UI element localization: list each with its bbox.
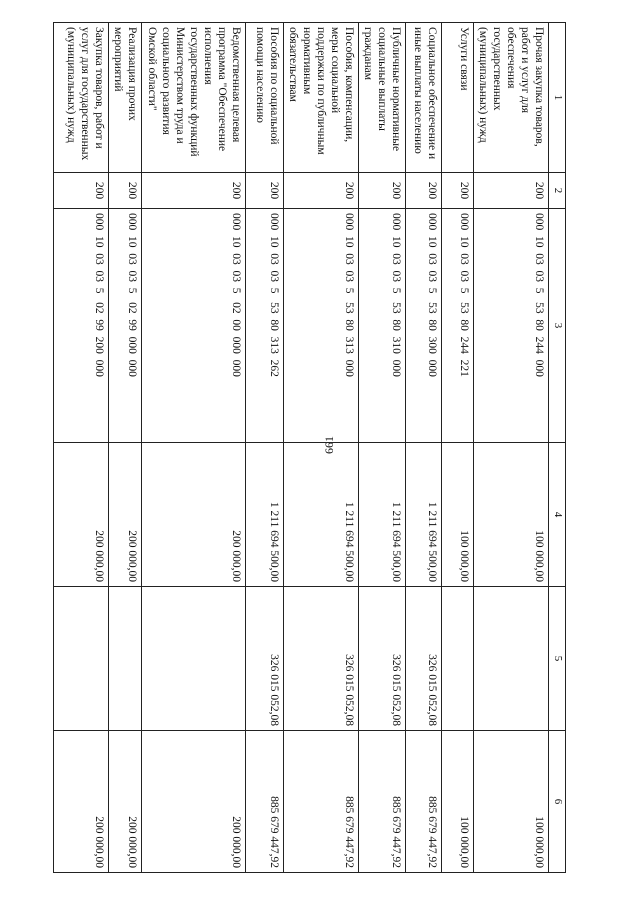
row-classification: 000 10 03 03 5 53 80 244 000 bbox=[473, 209, 548, 443]
row-value-col5: 326 015 052,08 bbox=[405, 587, 441, 731]
row-value-col6: 100 000,00 bbox=[441, 731, 473, 873]
row-code: 200 bbox=[108, 173, 141, 209]
row-code: 200 bbox=[141, 173, 245, 209]
row-name: Реализация прочих мероприятий bbox=[108, 23, 141, 173]
row-value-col6: 200 000,00 bbox=[141, 731, 245, 873]
row-code: 200 bbox=[441, 173, 473, 209]
row-value-col5: 326 015 052,08 bbox=[358, 587, 405, 731]
row-code: 200 bbox=[473, 173, 548, 209]
table-row bbox=[441, 23, 473, 873]
table-row bbox=[405, 23, 441, 873]
row-name: Прочая закупка товаров, работ и услуг для обеспечения государственных (муниципальных) нужд bbox=[473, 23, 548, 173]
row-value-col6: 100 000,00 bbox=[473, 731, 548, 873]
row-value-col4: 1 211 694 500,00 bbox=[405, 443, 441, 587]
column-header: 2 bbox=[549, 173, 566, 209]
table-row bbox=[283, 23, 358, 873]
row-value-col5 bbox=[141, 587, 245, 731]
row-classification: 000 10 03 03 5 02 99 200 000 bbox=[53, 209, 108, 443]
row-classification: 000 10 03 03 5 02 99 000 000 bbox=[108, 209, 141, 443]
row-value-col6: 200 000,00 bbox=[53, 731, 108, 873]
row-name: Пособия, компенсации, меры социальной поддержки по публичным нормативным обязательствам bbox=[283, 23, 358, 173]
row-classification: 000 10 03 03 5 53 80 300 000 bbox=[405, 209, 441, 443]
row-classification: 000 10 03 03 5 53 80 313 000 bbox=[283, 209, 358, 443]
row-value-col4: 100 000,00 bbox=[441, 443, 473, 587]
row-value-col4: 200 000,00 bbox=[108, 443, 141, 587]
row-value-col5 bbox=[473, 587, 548, 731]
row-code: 200 bbox=[405, 173, 441, 209]
column-header: 3 bbox=[549, 209, 566, 443]
budget-table bbox=[53, 22, 566, 873]
table-row bbox=[245, 23, 283, 873]
row-value-col5: 326 015 052,08 bbox=[283, 587, 358, 731]
column-header: 4 bbox=[549, 443, 566, 587]
column-header: 1 bbox=[549, 23, 566, 173]
row-name: Пособия по социальной помощи населению bbox=[245, 23, 283, 173]
row-value-col4: 200 000,00 bbox=[141, 443, 245, 587]
budget-table-rotated bbox=[64, 22, 566, 872]
row-value-col4: 200 000,00 bbox=[53, 443, 108, 587]
column-header: 5 bbox=[549, 587, 566, 731]
table-row bbox=[108, 23, 141, 873]
row-code: 200 bbox=[283, 173, 358, 209]
table-row bbox=[358, 23, 405, 873]
row-code: 200 bbox=[358, 173, 405, 209]
table-row bbox=[141, 23, 245, 873]
row-name: Социальное обеспечение и иные выплаты населению bbox=[405, 23, 441, 173]
row-value-col6: 885 679 447,92 bbox=[358, 731, 405, 873]
row-value-col6: 885 679 447,92 bbox=[405, 731, 441, 873]
row-value-col5 bbox=[108, 587, 141, 731]
row-value-col5 bbox=[441, 587, 473, 731]
row-code: 200 bbox=[53, 173, 108, 209]
row-code: 200 bbox=[245, 173, 283, 209]
row-value-col6: 885 679 447,92 bbox=[283, 731, 358, 873]
row-value-col4: 1 211 694 500,00 bbox=[358, 443, 405, 587]
table-row bbox=[473, 23, 548, 873]
row-value-col6: 885 679 447,92 bbox=[245, 731, 283, 873]
row-value-col4: 1 211 694 500,00 bbox=[283, 443, 358, 587]
column-header: 6 bbox=[549, 731, 566, 873]
row-value-col6: 200 000,00 bbox=[108, 731, 141, 873]
row-classification: 000 10 03 03 5 53 80 313 262 bbox=[245, 209, 283, 443]
row-name: Публичные нормативные социальные выплаты гражданам bbox=[358, 23, 405, 173]
page-number: 661 bbox=[322, 436, 336, 454]
row-value-col5: 326 015 052,08 bbox=[245, 587, 283, 731]
row-value-col4: 1 211 694 500,00 bbox=[245, 443, 283, 587]
row-name: Закупка товаров, работ и услуг для государственных (муниципальных) нужд bbox=[53, 23, 108, 173]
row-classification: 000 10 03 03 5 53 80 244 221 bbox=[441, 209, 473, 443]
row-classification: 000 10 03 03 5 53 80 310 000 bbox=[358, 209, 405, 443]
table-row bbox=[53, 23, 108, 873]
row-value-col5 bbox=[53, 587, 108, 731]
row-name: Ведомственная целевая программа "Обеспечение исполнения государственных функций Министерством труда и социального развития Омской области" bbox=[141, 23, 245, 173]
row-classification: 000 10 03 03 5 02 00 000 000 bbox=[141, 209, 245, 443]
row-value-col4: 100 000,00 bbox=[473, 443, 548, 587]
row-name: Услуги связи bbox=[441, 23, 473, 173]
table-header-row bbox=[549, 23, 566, 873]
